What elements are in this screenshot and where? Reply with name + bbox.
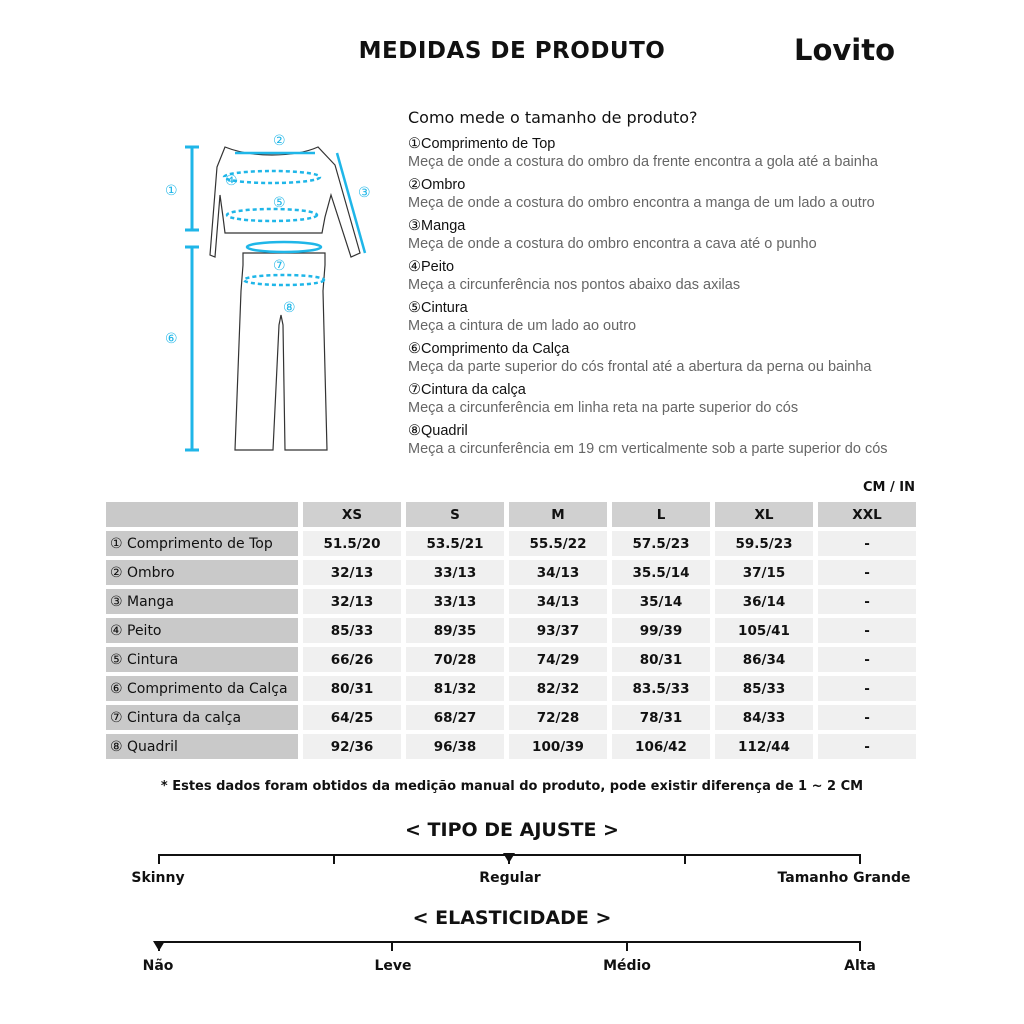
table-cell: 35.5/14 bbox=[612, 560, 710, 585]
elasticity-label-none: Não bbox=[142, 958, 174, 974]
table-row-label: ⑧ Quadril bbox=[106, 734, 298, 759]
elasticity-tick bbox=[626, 941, 628, 951]
fit-tick bbox=[684, 854, 686, 864]
table-cell: 80/31 bbox=[612, 647, 710, 672]
elasticity-label-light: Leve bbox=[374, 958, 412, 974]
guide-item-title: ②Ombro bbox=[408, 177, 466, 193]
table-cell: 99/39 bbox=[612, 618, 710, 643]
table-cell: 64/25 bbox=[303, 705, 401, 730]
size-header: S bbox=[406, 502, 504, 527]
marker-2: ② bbox=[273, 133, 286, 149]
size-header: XL bbox=[715, 502, 813, 527]
measurement-guide bbox=[408, 108, 1008, 463]
fit-label-regular: Regular bbox=[479, 870, 541, 886]
guide-item-title: ⑧Quadril bbox=[408, 423, 468, 439]
table-cell: 66/26 bbox=[303, 647, 401, 672]
fit-tick bbox=[859, 854, 861, 864]
table-cell: - bbox=[818, 734, 916, 759]
size-header: XS bbox=[303, 502, 401, 527]
guide-item-text: Meça a circunferência nos pontos abaixo das axilas bbox=[408, 277, 741, 293]
table-cell: 33/13 bbox=[406, 589, 504, 614]
brand-logo: Lovito bbox=[794, 33, 896, 67]
page-title: MEDIDAS DE PRODUTO bbox=[358, 38, 666, 64]
table-row bbox=[106, 734, 921, 759]
table-cell: - bbox=[818, 618, 916, 643]
table-row bbox=[106, 618, 921, 643]
size-header: L bbox=[612, 502, 710, 527]
guide-item-text: Meça de onde a costura do ombro da frente encontra a gola até a bainha bbox=[408, 154, 878, 170]
fit-label-skinny: Skinny bbox=[131, 870, 185, 886]
table-cell: 33/13 bbox=[406, 560, 504, 585]
table-row bbox=[106, 647, 921, 672]
table-row-label: ⑦ Cintura da calça bbox=[106, 705, 298, 730]
guide-item bbox=[408, 299, 1008, 335]
guide-item-title: ①Comprimento de Top bbox=[408, 136, 556, 152]
table-cell: 83.5/33 bbox=[612, 676, 710, 701]
elasticity-tick bbox=[391, 941, 393, 951]
table-cell: 72/28 bbox=[509, 705, 607, 730]
elasticity-title: < ELASTICIDADE > bbox=[412, 907, 612, 929]
elasticity-label-medium: Médio bbox=[603, 958, 651, 974]
guide-item-title: ⑦Cintura da calça bbox=[408, 382, 526, 398]
table-cell: 55.5/22 bbox=[509, 531, 607, 556]
guide-item-title: ⑤Cintura bbox=[408, 300, 468, 316]
elasticity-label-high: Alta bbox=[844, 958, 876, 974]
table-cell: 34/13 bbox=[509, 560, 607, 585]
fit-title: < TIPO DE AJUSTE > bbox=[405, 819, 619, 841]
fit-selected-marker bbox=[503, 853, 515, 863]
table-cell: 74/29 bbox=[509, 647, 607, 672]
table-row-label: ⑥ Comprimento da Calça bbox=[106, 676, 298, 701]
measurement-note: * Estes dados foram obtidos da medição manual do produto, pode existir diferença de 1 ~ 2 CM bbox=[160, 779, 864, 794]
guide-item bbox=[408, 135, 1008, 171]
guide-question: Como mede o tamanho de produto? bbox=[408, 108, 698, 127]
table-cell: 92/36 bbox=[303, 734, 401, 759]
table-cell: 32/13 bbox=[303, 589, 401, 614]
table-cell: 78/31 bbox=[612, 705, 710, 730]
guide-item-text: Meça a circunferência em linha reta na parte superior do cós bbox=[408, 400, 799, 416]
elasticity-tick bbox=[859, 941, 861, 951]
guide-item bbox=[408, 381, 1008, 417]
table-cell: 51.5/20 bbox=[303, 531, 401, 556]
table-row bbox=[106, 560, 921, 585]
garment-measurement-figure bbox=[155, 125, 385, 465]
table-cell: - bbox=[818, 647, 916, 672]
table-cell: 37/15 bbox=[715, 560, 813, 585]
guide-item-title: ④Peito bbox=[408, 259, 455, 275]
table-row bbox=[106, 589, 921, 614]
guide-item-text: Meça a circunferência em 19 cm verticalmente sob a parte superior do cós bbox=[408, 441, 888, 457]
size-header: XXL bbox=[818, 502, 916, 527]
table-cell: 36/14 bbox=[715, 589, 813, 614]
elasticity-scale-line bbox=[158, 941, 861, 943]
marker-4: ④ bbox=[225, 173, 238, 189]
table-cell: 85/33 bbox=[715, 676, 813, 701]
table-cell: 105/41 bbox=[715, 618, 813, 643]
guide-item-title: ③Manga bbox=[408, 218, 466, 234]
table-cell: 86/34 bbox=[715, 647, 813, 672]
unit-label: CM / IN bbox=[863, 480, 915, 495]
table-row-label: ① Comprimento de Top bbox=[106, 531, 298, 556]
marker-7: ⑦ bbox=[273, 258, 286, 274]
guide-item bbox=[408, 217, 1008, 253]
table-cell: - bbox=[818, 705, 916, 730]
table-row bbox=[106, 705, 921, 730]
table-cell: 81/32 bbox=[406, 676, 504, 701]
guide-item bbox=[408, 340, 1008, 376]
table-cell: 84/33 bbox=[715, 705, 813, 730]
table-cell: 96/38 bbox=[406, 734, 504, 759]
guide-item bbox=[408, 176, 1008, 212]
guide-item-text: Meça de onde a costura do ombro encontra a manga de um lado a outro bbox=[408, 195, 875, 211]
table-cell: 82/32 bbox=[509, 676, 607, 701]
table-cell: - bbox=[818, 531, 916, 556]
table-header-row bbox=[106, 502, 921, 527]
marker-1: ① bbox=[165, 183, 178, 199]
table-cell: 85/33 bbox=[303, 618, 401, 643]
table-cell: 93/37 bbox=[509, 618, 607, 643]
table-cell: 35/14 bbox=[612, 589, 710, 614]
marker-3: ③ bbox=[358, 185, 371, 201]
table-corner bbox=[106, 502, 298, 527]
guide-item-text: Meça da parte superior do cós frontal até a abertura da perna ou bainha bbox=[408, 359, 872, 375]
table-cell: 34/13 bbox=[509, 589, 607, 614]
fit-tick bbox=[333, 854, 335, 864]
guide-item bbox=[408, 422, 1008, 458]
marker-5: ⑤ bbox=[273, 195, 286, 211]
table-cell: 59.5/23 bbox=[715, 531, 813, 556]
table-cell: 112/44 bbox=[715, 734, 813, 759]
table-cell: 57.5/23 bbox=[612, 531, 710, 556]
table-row bbox=[106, 531, 921, 556]
guide-item-title: ⑥Comprimento da Calça bbox=[408, 341, 570, 357]
marker-8: ⑧ bbox=[283, 300, 296, 316]
guide-item-text: Meça a cintura de um lado ao outro bbox=[408, 318, 637, 334]
table-cell: 32/13 bbox=[303, 560, 401, 585]
guide-item bbox=[408, 258, 1008, 294]
table-row-label: ② Ombro bbox=[106, 560, 298, 585]
table-cell: 70/28 bbox=[406, 647, 504, 672]
table-cell: - bbox=[818, 676, 916, 701]
fit-tick bbox=[158, 854, 160, 864]
size-table bbox=[106, 502, 921, 763]
table-cell: 89/35 bbox=[406, 618, 504, 643]
table-cell: 68/27 bbox=[406, 705, 504, 730]
fit-label-large: Tamanho Grande bbox=[777, 870, 911, 886]
table-cell: 106/42 bbox=[612, 734, 710, 759]
table-cell: - bbox=[818, 560, 916, 585]
table-row-label: ③ Manga bbox=[106, 589, 298, 614]
guide-item-text: Meça de onde a costura do ombro encontra a cava até o punho bbox=[408, 236, 817, 252]
marker-6: ⑥ bbox=[165, 331, 178, 347]
table-cell: 100/39 bbox=[509, 734, 607, 759]
table-row bbox=[106, 676, 921, 701]
table-row-label: ④ Peito bbox=[106, 618, 298, 643]
elasticity-selected-marker bbox=[153, 941, 165, 951]
size-header: M bbox=[509, 502, 607, 527]
table-cell: 80/31 bbox=[303, 676, 401, 701]
table-row-label: ⑤ Cintura bbox=[106, 647, 298, 672]
table-cell: 53.5/21 bbox=[406, 531, 504, 556]
table-cell: - bbox=[818, 589, 916, 614]
